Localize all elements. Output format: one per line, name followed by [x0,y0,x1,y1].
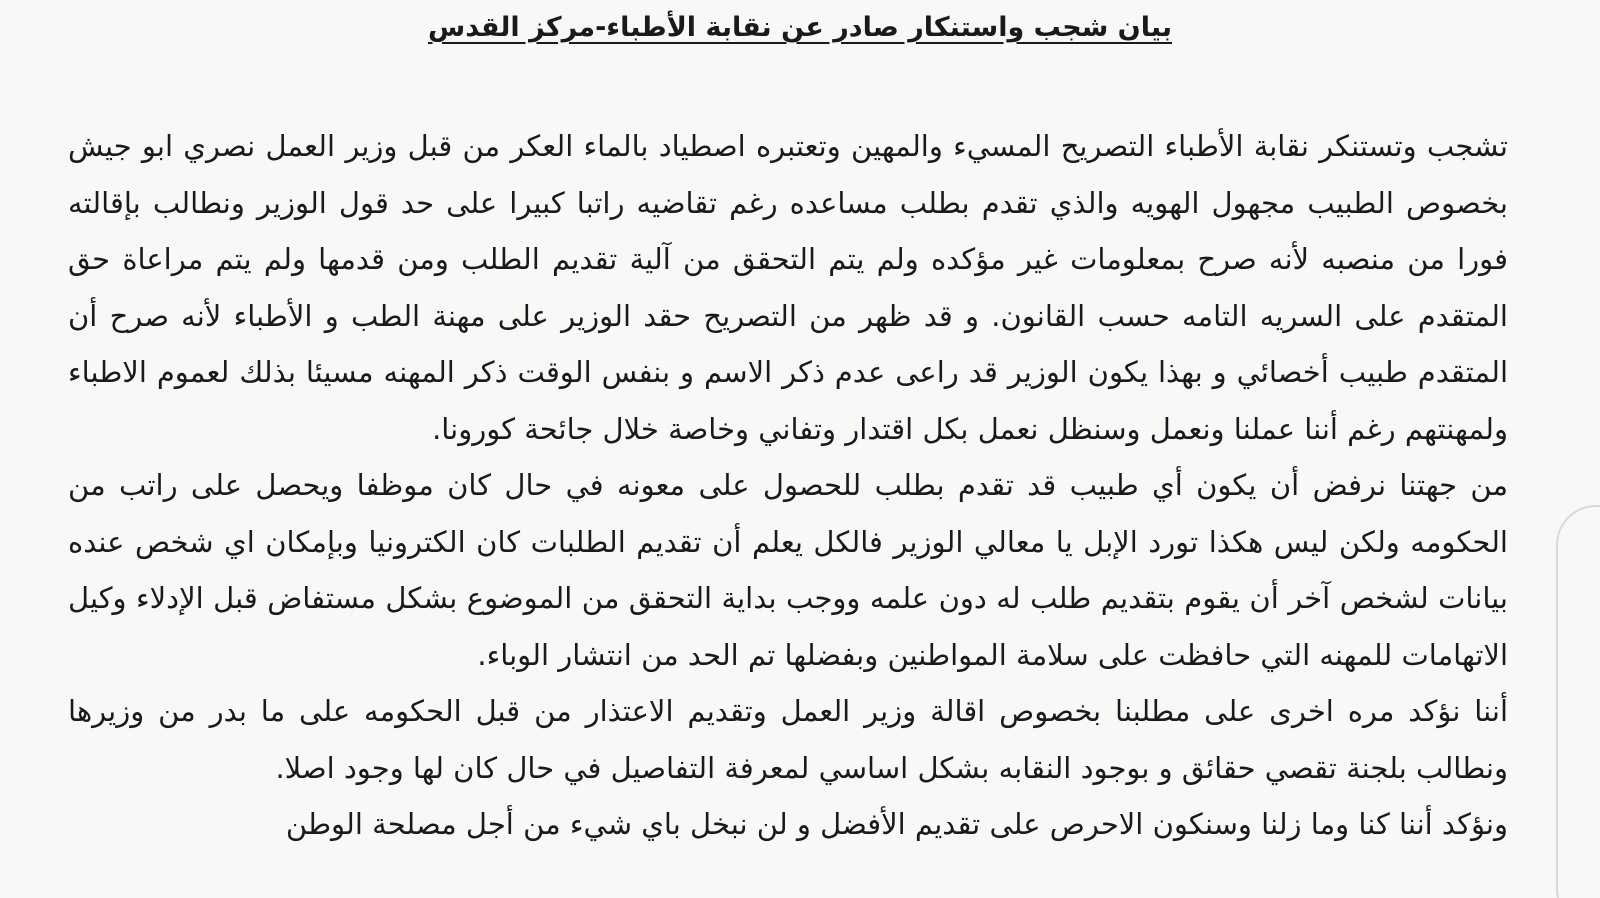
page-edge-decoration [1556,505,1600,898]
paragraph-position: من جهتنا نرفض أن يكون أي طبيب قد تقدم بطلب للحصول على معونه في حال كان موظفا ويحصل على راتب من الحكومه ولكن ليس هكذا تورد الإبل يا معالي الوزير فالكل يعلم أن تقديم الطلبات كان الكترونيا وبإمكان اي شخص عنده بيانات لشخص آخر أن يقوم بتقديم طلب له دون علمه ووجب بداية التحقق من الموضوع بشكل مستفاض قبل الإدلاء وكيل الاتهامات للمهنه التي حافظت على سلامة المواطنين وبفضلها تم الحد من انتشار الوباء. [68,468,1508,672]
paragraph-demands: أننا نؤكد مره اخرى على مطلبنا بخصوص اقالة وزير العمل وتقديم الاعتذار من قبل الحكومه على ما بدر من وزيرها ونطالب بلجنة تقصي حقائق و بوجود النقابه بشكل اساسي لمعرفة التفاصيل في حال كان لها وجود اصلا. [68,694,1508,785]
document-body [68,118,1508,853]
document-title: بيان شجب واستنكار صادر عن نقابة الأطباء-مركز القدس [428,12,1172,43]
paragraph-condemnation: تشجب وتستنكر نقابة الأطباء التصريح المسيء والمهين وتعتبره اصطياد بالماء العكر من قبل وزير العمل نصري ابو جيش بخصوص الطبيب مجهول الهويه والذي تقدم بطلب مساعده رغم تقاضيه راتبا كبيرا على حد قول الوزير ونطالب بإقالته فورا من منصبه لأنه صرح بمعلومات غير مؤكده ولم يتم التحقق من آلية تقديم الطلب ومن قدمها ولم يتم مراعاة حق المتقدم على السريه التامه حسب القانون. و قد ظهر من التصريح حقد الوزير على مهنة الطب و الأطباء لأنه صرح أن المتقدم طبيب أخصائي و بهذا يكون الوزير قد راعى عدم ذكر الاسم و بنفس الوقت ذكر المهنه مسيئا بذلك لعموم الاطباء ولمهنتهم رغم أننا عملنا ونعمل وسنظل نعمل بكل اقتدار وتفاني وخاصة خلال جائحة كورونا. [68,129,1508,446]
paragraph-commitment: ونؤكد أننا كنا وما زلنا وسنكون الاحرص على تقديم الأفضل و لن نبخل باي شيء من أجل مصلحة الوطن [285,807,1508,841]
